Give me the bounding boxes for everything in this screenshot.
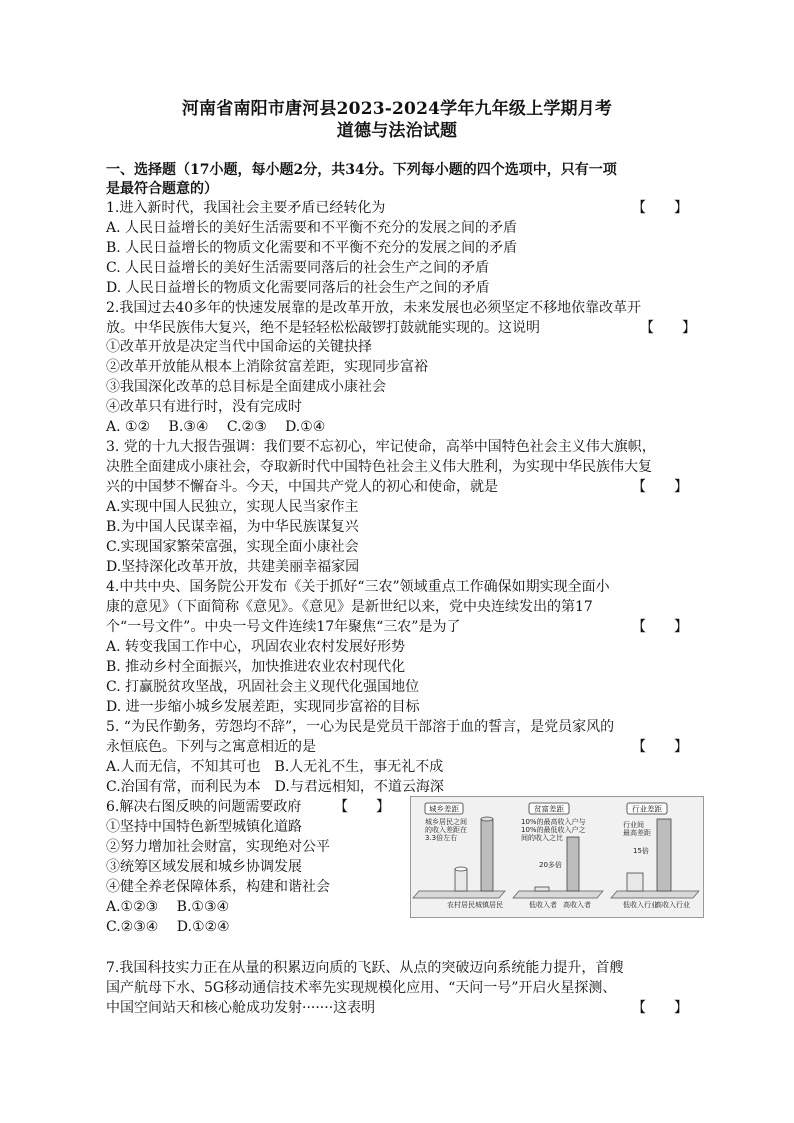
bar-rural-top bbox=[455, 867, 467, 871]
q6-options-ab: A.①②③ B.①③④ bbox=[106, 899, 230, 915]
q3-stem-cont: 决胜全面建成小康社会，夺取新时代中国特色社会主义伟大胜利，为实现中华民族伟大复 bbox=[106, 459, 652, 475]
panel3-tab: 行业差距 bbox=[632, 804, 662, 814]
q4-answer-bracket: 【 】 bbox=[632, 619, 688, 635]
q1-option-c: C. 人民日益增长的美好生活需要同落后的社会生产之间的矛盾 bbox=[106, 260, 490, 276]
panel2-note-1: 10%的最高收入户与 bbox=[521, 818, 586, 826]
panel1-note-3: 3.3倍左右 bbox=[425, 834, 458, 842]
industry-gap-panel bbox=[611, 803, 699, 909]
exam-title: 河南省南阳市唐河县2023-2024学年九年级上学期月考 bbox=[181, 99, 613, 119]
bar-high-income bbox=[567, 837, 579, 891]
q1-stem: 1.进入新时代，我国社会主要矛盾已经转化为 bbox=[106, 200, 386, 216]
q7-stem-cont2: 中国空间站天和核心舱成功发射·······这表明 bbox=[106, 1000, 376, 1016]
q2-statement-4: ④改革只有进行时，没有完成时 bbox=[106, 399, 302, 415]
urban-rural-gap-panel bbox=[413, 803, 505, 909]
bar-low-industry bbox=[627, 873, 643, 891]
q1-answer-bracket: 【 】 bbox=[632, 200, 688, 216]
q5-options-ab: A.人而无信，不知其可也 B.人无礼不生，事无礼不成 bbox=[106, 759, 444, 775]
q1-option-b: B. 人民日益增长的物质文化需要和不平衡不充分的发展之间的矛盾 bbox=[106, 240, 518, 256]
q5-answer-bracket: 【 】 bbox=[632, 739, 688, 755]
q7-answer-bracket: 【 】 bbox=[632, 1000, 688, 1016]
panel2-multiple: 20多倍 bbox=[539, 861, 562, 869]
q6-statement-3: ③统筹区域发展和城乡协调发展 bbox=[106, 859, 302, 875]
q4-stem-cont: 康的意见》（下面简称《意见》。《意见》是新世纪以来，党中央连续发出的第17 bbox=[106, 599, 593, 615]
q4-option-a: A. 转变我国工作中心，巩固农业农村发展好形势 bbox=[106, 639, 406, 655]
panel1-note-2: 的收入差距在 bbox=[425, 826, 467, 834]
section-heading-cont: 是最符合题意的） bbox=[106, 181, 218, 197]
bar-urban bbox=[481, 819, 493, 891]
bar-high-industry bbox=[657, 819, 671, 891]
q2-stem: 2.我国过去40多年的快速发展靠的是改革开放，未来发展也必须坚定不移地依靠改革开 bbox=[106, 300, 642, 316]
q3-stem-cont2: 兴的中国梦不懈奋斗。今天，中国共产党人的初心和使命，就是 bbox=[106, 479, 498, 495]
panel2-note-2: 10%的最低收入户之 bbox=[521, 826, 586, 834]
panel2-base bbox=[513, 891, 603, 898]
q6-statement-4: ④健全养老保障体系，构建和谐社会 bbox=[106, 879, 330, 895]
panel3-multiple: 15倍 bbox=[633, 847, 649, 855]
q4-stem-cont2: 个“一号文件”。中央一号文件连续17年聚焦“三农”是为了 bbox=[106, 619, 461, 635]
q2-answer-bracket: 【 】 bbox=[640, 320, 696, 336]
q3-answer-bracket: 【 】 bbox=[632, 479, 688, 495]
exam-subject: 道德与法治试题 bbox=[336, 121, 458, 141]
panel3-note-1: 行业间 bbox=[623, 821, 644, 829]
q2-stem-cont: 放。中华民族伟大复兴，绝不是轻轻松松敲锣打鼓就能实现的。这说明 bbox=[106, 320, 540, 336]
bar-low-industry-label: 低收入行业 bbox=[623, 901, 658, 909]
q5-options-cd: C.治国有常，而利民为本 D.与君远相知，不道云海深 bbox=[106, 779, 444, 795]
q3-option-b: B.为中国人民谋幸福，为中华民族谋复兴 bbox=[106, 519, 359, 535]
bar-low-income bbox=[535, 887, 549, 891]
q6-options-cd: C.②③④ D.①②④ bbox=[106, 919, 230, 935]
q3-option-c: C.实现国家繁荣富强，实现全面小康社会 bbox=[106, 539, 359, 555]
q3-option-d: D.坚持深化改革开放，共建美丽幸福家园 bbox=[106, 559, 360, 575]
panel3-base bbox=[611, 891, 699, 898]
q3-option-a: A.实现中国人民独立，实现人民当家作主 bbox=[106, 499, 359, 515]
q4-option-d: D. 进一步缩小城乡发展差距，实现同步富裕的目标 bbox=[106, 699, 420, 715]
q2-statement-1: ①改革开放是决定当代中国命运的关键抉择 bbox=[106, 339, 372, 355]
rich-poor-gap-panel bbox=[513, 803, 603, 909]
bar-urban-top bbox=[481, 817, 493, 821]
bar-rural-label: 农村居民 bbox=[447, 901, 475, 909]
panel3-note-2: 最高差距 bbox=[623, 829, 651, 837]
income-gap-figure bbox=[410, 796, 704, 918]
bar-urban-label: 城镇居民 bbox=[475, 901, 503, 909]
bar-rural bbox=[455, 869, 467, 891]
q1-option-d: D. 人民日益增长的物质文化需要同落后的社会生产之间的矛盾 bbox=[106, 280, 490, 296]
q1-option-a: A. 人民日益增长的美好生活需要和不平衡不充分的发展之间的矛盾 bbox=[106, 220, 518, 236]
q3-stem: 3. 党的十九大报告强调：我们要不忘初心，牢记使命，高举中国特色社会主义伟大旗帜， bbox=[106, 439, 656, 455]
income-gap-illustration bbox=[411, 797, 703, 917]
panel1-tab: 城乡差距 bbox=[429, 804, 459, 814]
panel2-note-3: 间的收入之比 bbox=[521, 834, 563, 842]
q2-statement-3: ③我国深化改革的总目标是全面建成小康社会 bbox=[106, 379, 386, 395]
q5-stem: 5. “为民作勤务，劳怨均不辞”，一心为民是党员干部溶于血的誓言，是党员家风的 bbox=[106, 719, 615, 735]
q4-stem: 4.中共中央、国务院公开发布《关于抓好“三农”领域重点工作确保如期实现全面小 bbox=[106, 579, 610, 595]
q6-statement-1: ①坚持中国特色新型城镇化道路 bbox=[106, 819, 302, 835]
panel2-tab: 贫富差距 bbox=[534, 804, 564, 814]
q4-option-b: B. 推动乡村全面振兴，加快推进农业农村现代化 bbox=[106, 659, 406, 675]
q6-stem: 6.解决右图反映的问题需要政府 bbox=[106, 799, 302, 815]
panel1-base bbox=[413, 891, 505, 898]
bar-high-income-label: 高收入者 bbox=[563, 901, 591, 909]
q2-statement-2: ②改革开放能从根本上消除贫富差距，实现同步富裕 bbox=[106, 359, 428, 375]
q4-option-c: C. 打赢脱贫攻坚战，巩固社会主义现代化强国地位 bbox=[106, 679, 420, 695]
panel1-note-1: 城乡居民之间 bbox=[425, 818, 467, 826]
section-heading: 一、选择题（17小题，每小题2分，共34分。下列每小题的四个选项中，只有一项 bbox=[106, 162, 617, 178]
q5-stem-cont: 永恒底色。下列与之寓意相近的是 bbox=[106, 739, 316, 755]
q7-stem: 7.我国科技实力正在从量的积累迈向质的飞跃、从点的突破迈向系统能力提升，首艘 bbox=[106, 960, 624, 976]
bar-high-industry-label: 高收入行业 bbox=[655, 901, 690, 909]
bar-low-income-label: 低收入者 bbox=[529, 901, 557, 909]
q6-statement-2: ②努力增加社会财富，实现绝对公平 bbox=[106, 839, 330, 855]
q2-choices: A. ①② B.③④ C.②③ D.①④ bbox=[106, 419, 326, 435]
q6-answer-bracket: 【 】 bbox=[334, 799, 390, 815]
q7-stem-cont: 国产航母下水、5G移动通信技术率先实现规模化应用、“天问一号”开启火星探测、 bbox=[106, 980, 617, 996]
